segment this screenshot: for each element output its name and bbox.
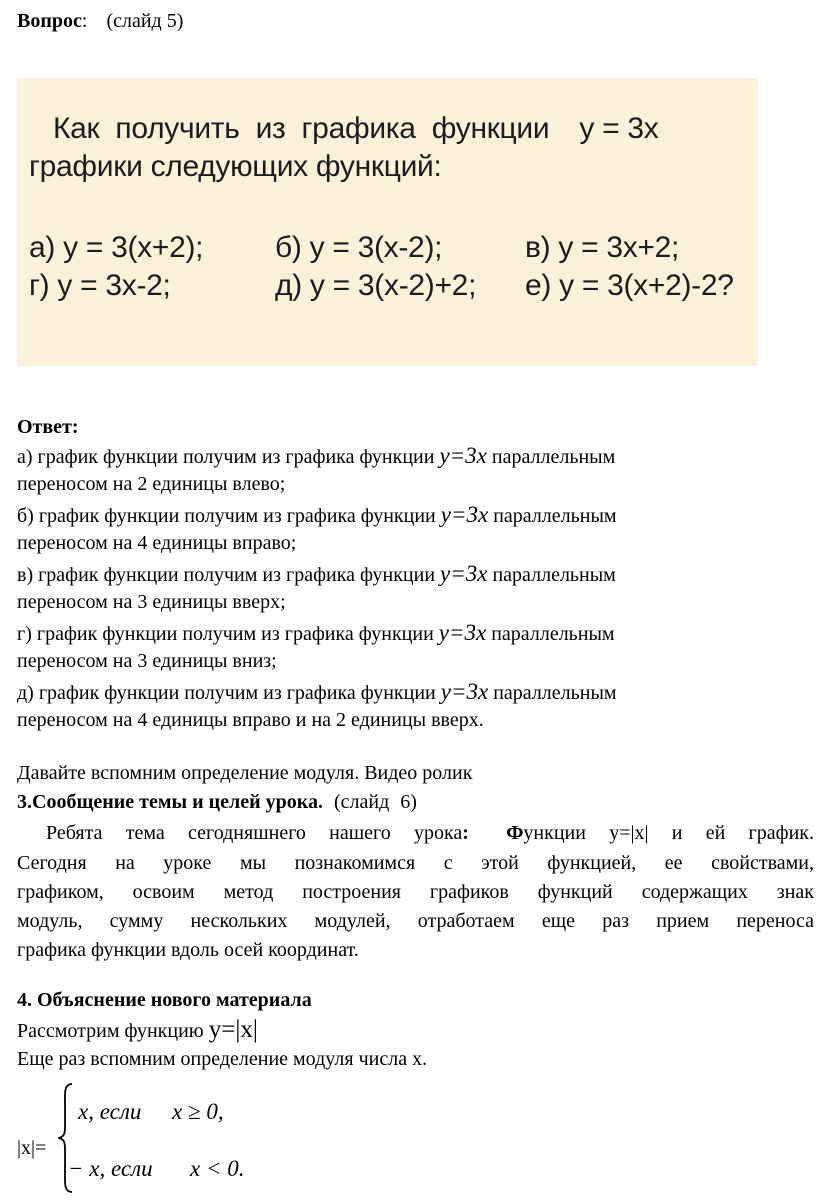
case1-cond: x ≥ 0, xyxy=(172,1099,224,1124)
slide-image xyxy=(17,78,758,366)
consider-line xyxy=(17,1016,258,1044)
section3-para-line3: графиком, освоим метод построения графиков функций содержащих знак xyxy=(17,881,814,903)
answer-text: в) график функции получим из графика функции xyxy=(17,564,436,586)
section3-para-line2: Сегодня на уроке мы познакомимся с этой функцией, ее свойствами, xyxy=(17,852,814,874)
answer-formula: y=3x xyxy=(438,620,487,645)
slide-ref: (слайд 5) xyxy=(106,10,184,32)
answer-item-a xyxy=(17,443,615,469)
answer-item-v xyxy=(17,561,616,587)
section3-para-line4: модуль, сумму нескольких модулей, отработаем еще раз прием переноса xyxy=(17,910,814,932)
answer-title: Ответ: xyxy=(17,416,79,438)
answer-text: параллельным xyxy=(493,682,617,704)
case2-expr: − x, если xyxy=(68,1156,153,1181)
answer-item-g-cont: переносом на 3 единицы вниз; xyxy=(17,650,277,672)
answer-formula: y=3x xyxy=(439,443,487,468)
recall-line: Давайте вспомним определение модуля. Видео ролик xyxy=(17,762,473,784)
para-colon: : xyxy=(462,822,469,844)
answer-text: параллельным xyxy=(492,564,616,586)
slide-question-line2: графики следующих функций: xyxy=(29,150,442,183)
case1-expr: x, если xyxy=(78,1099,142,1124)
para-text: ункции у=|х| и ей график. xyxy=(523,822,815,844)
slide-item-v: в) у = 3х+2; xyxy=(525,231,680,264)
slide-item-e: е) у = 3(х+2)-2? xyxy=(525,269,734,302)
answer-text: б) график функции получим из графика функции xyxy=(17,505,436,527)
consider-function: у=|х| xyxy=(208,1016,258,1043)
answer-text: а) график функции получим из графика функции xyxy=(17,446,435,468)
para-bold-letter: Ф xyxy=(506,822,524,844)
answer-item-a-cont: переносом на 2 единицы влево; xyxy=(17,473,286,495)
slide-item-g: г) у = 3х-2; xyxy=(29,269,171,302)
answer-item-g xyxy=(17,620,615,646)
answer-formula: y=3x xyxy=(440,679,489,704)
section3-title: 3.Сообщение темы и целей урока. xyxy=(17,791,323,813)
answer-text: параллельным xyxy=(491,446,616,468)
para-text: Ребята тема сегодняшнего нашего урока xyxy=(46,822,463,844)
consider-text: Рассмотрим функцию xyxy=(17,1020,204,1042)
question-colon: : xyxy=(81,10,88,32)
section3-para-line1 xyxy=(17,822,814,845)
abs-lhs: |х|= xyxy=(17,1137,47,1159)
answer-item-v-cont: переносом на 3 единицы вверх; xyxy=(17,591,286,613)
section4-title: 4. Объяснение нового материала xyxy=(17,989,312,1011)
answer-text: г) график функции получим из графика функции xyxy=(17,623,434,645)
answer-item-d xyxy=(17,679,617,705)
slide-question-text: Как получить из графика функции xyxy=(53,112,550,145)
question-header xyxy=(17,10,183,33)
answer-formula: y=3x xyxy=(440,502,489,527)
answer-text: д) график функции получим из графика функции xyxy=(17,682,436,704)
question-label: Вопрос xyxy=(17,10,82,32)
answer-text: параллельным xyxy=(493,505,617,527)
section3-slide-ref: (слайд 6) xyxy=(333,791,417,813)
answer-item-b-cont: переносом на 4 единицы вправо; xyxy=(17,532,297,554)
slide-question-function: у = 3х xyxy=(579,112,659,145)
recall-definition: Еще раз вспомним определение модуля числа х. xyxy=(17,1048,428,1070)
section3-para-line5: графика функции вдоль осей координат. xyxy=(17,939,359,961)
answer-text: параллельным xyxy=(491,623,615,645)
slide-question-line1 xyxy=(53,112,658,146)
answer-item-b xyxy=(17,502,617,528)
answer-item-d-cont: переносом на 4 единицы вправо и на 2 единицы вверх. xyxy=(17,709,484,731)
case2-cond: x < 0. xyxy=(190,1156,245,1181)
slide-item-d: д) у = 3(х-2)+2; xyxy=(275,269,477,302)
slide-item-a: а) у = 3(х+2); xyxy=(29,231,204,264)
answer-formula: y=3x xyxy=(440,561,488,586)
section3-heading xyxy=(17,791,417,814)
slide-item-b: б) у = 3(х-2); xyxy=(275,231,443,264)
